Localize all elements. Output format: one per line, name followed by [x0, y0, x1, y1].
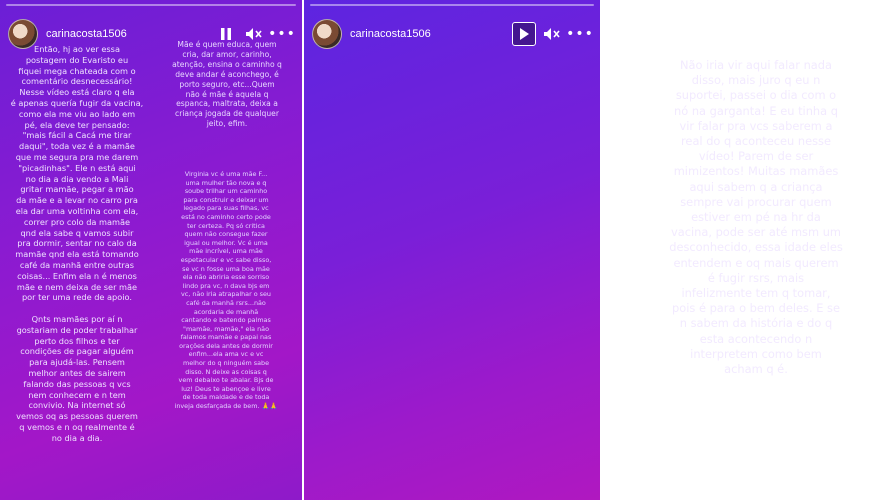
story-panel-left[interactable]	[0, 0, 302, 500]
avatar[interactable]	[312, 19, 342, 49]
story-progress-bar	[6, 4, 296, 6]
story-progress-bar	[310, 4, 594, 6]
username[interactable]: carinacosta1506	[350, 28, 431, 40]
play-icon[interactable]	[512, 22, 536, 46]
story-header	[312, 16, 592, 52]
more-options-icon[interactable]: •••	[566, 26, 594, 42]
mute-icon[interactable]	[540, 22, 564, 46]
story-text-column-left: Então, hj ao ver essa postagem do Evaristo eu fiquei mega chateada com o comentário desnecessário! Nesse vídeo está claro q ela é apenas quería fugir da vacina, como ela me viu ao lado em pé, ela deve ter pensado: "mais fácil a Cacá me tirar daqui", toda vez é a mamãe que me segura pra me darem "picadinhas". Ele n está aqui no dia a dia vendo a Mali gritar mamãe, pegar a mão da mãe e a levar no carro pra ela dar uma voltinha com ela, correr pro colo da mamãe qnd ela sabe q vamos subir pra dormir, sentar no calo da mamãe qnd ela está tomando café da manhã entre outras coisas... Enfim ela n é menos mãe e nem deixa de ser mãe por ter uma rede de apoio. Qnts mamães por aí n gostariam de poder trabalhar perto dos filhos e ter condições de pagar alguém para ajudá-las. Pensem melhor antes de sairem falando das pessoas q vcs nem conhecem e n tem convivio. Na internet só vemos oq as pessoas querem q vemos e n oq realmente é no dia a dia.	[10, 44, 144, 443]
more-options-icon[interactable]: •••	[268, 26, 296, 42]
story-text-message-to-virginia: Virginia vc é uma mãe F... uma mulher tão nova e q soube trilhar um caminho para construir e deixar um legado para suas filhas, vc está no caminho certo pode ter certeza. Pq só critica quem não consegue fazer igual ou melhor. Vc é uma mãe incrível, uma mãe espetacular e vc sabe disso, se vc n fosse uma boa mãe ela não abriria esse sorriso lindo pra vc, n dava bjs em vc, não iria atrapalhar o seu café da manhã rsrs...não acordaria de manhã cantando e batendo palmas "mamãe, mamãe," ela não falamos mamãe e papai nas orações dela antes de dormir enfim...ela ama vc e vc melhor do q ninguém sabe disso. N deixe as coisas q vem debaixo te abalar. Bjs de luz! Deus te abençoe e livre de toda maldade e de toda inveja desfarçada de bem. 🙏🙏	[174, 170, 278, 411]
story-text-explanation: Não iria vir aqui falar nada disso, mais juro q eu n suportei, passei o dia com o nó na garganta! E eu tinha q vir falar pra vcs saberem a real do q aconteceu nesse vídeo! Parem de ser mimizentos! Muitas mamães aqui sabem q a criança sempre vai procurar quem estiver em pé na hr da vacina, pode ser até msm um desconhecido, essa idade eles entendem e oq mais querem é fugir rsrs, mais infelizmente tem q tomar, pois é para o bem deles. E se n sabem da história e do q esta acontecendo n interpretem como bem acham q é.	[669, 58, 843, 377]
story-panel-right[interactable]	[304, 0, 843, 500]
username[interactable]: carinacosta1506	[46, 28, 127, 40]
story-text-mother-definition: Mãe é quem educa, quem cria, dar amor, carinho, atenção, ensina o caminho q deve andar é aconchego, é porto seguro, etc...Quem não é mãe é aquela q espanca, maltrata, deixa a criança jogada de qualquer jeito, efim.	[172, 40, 282, 129]
